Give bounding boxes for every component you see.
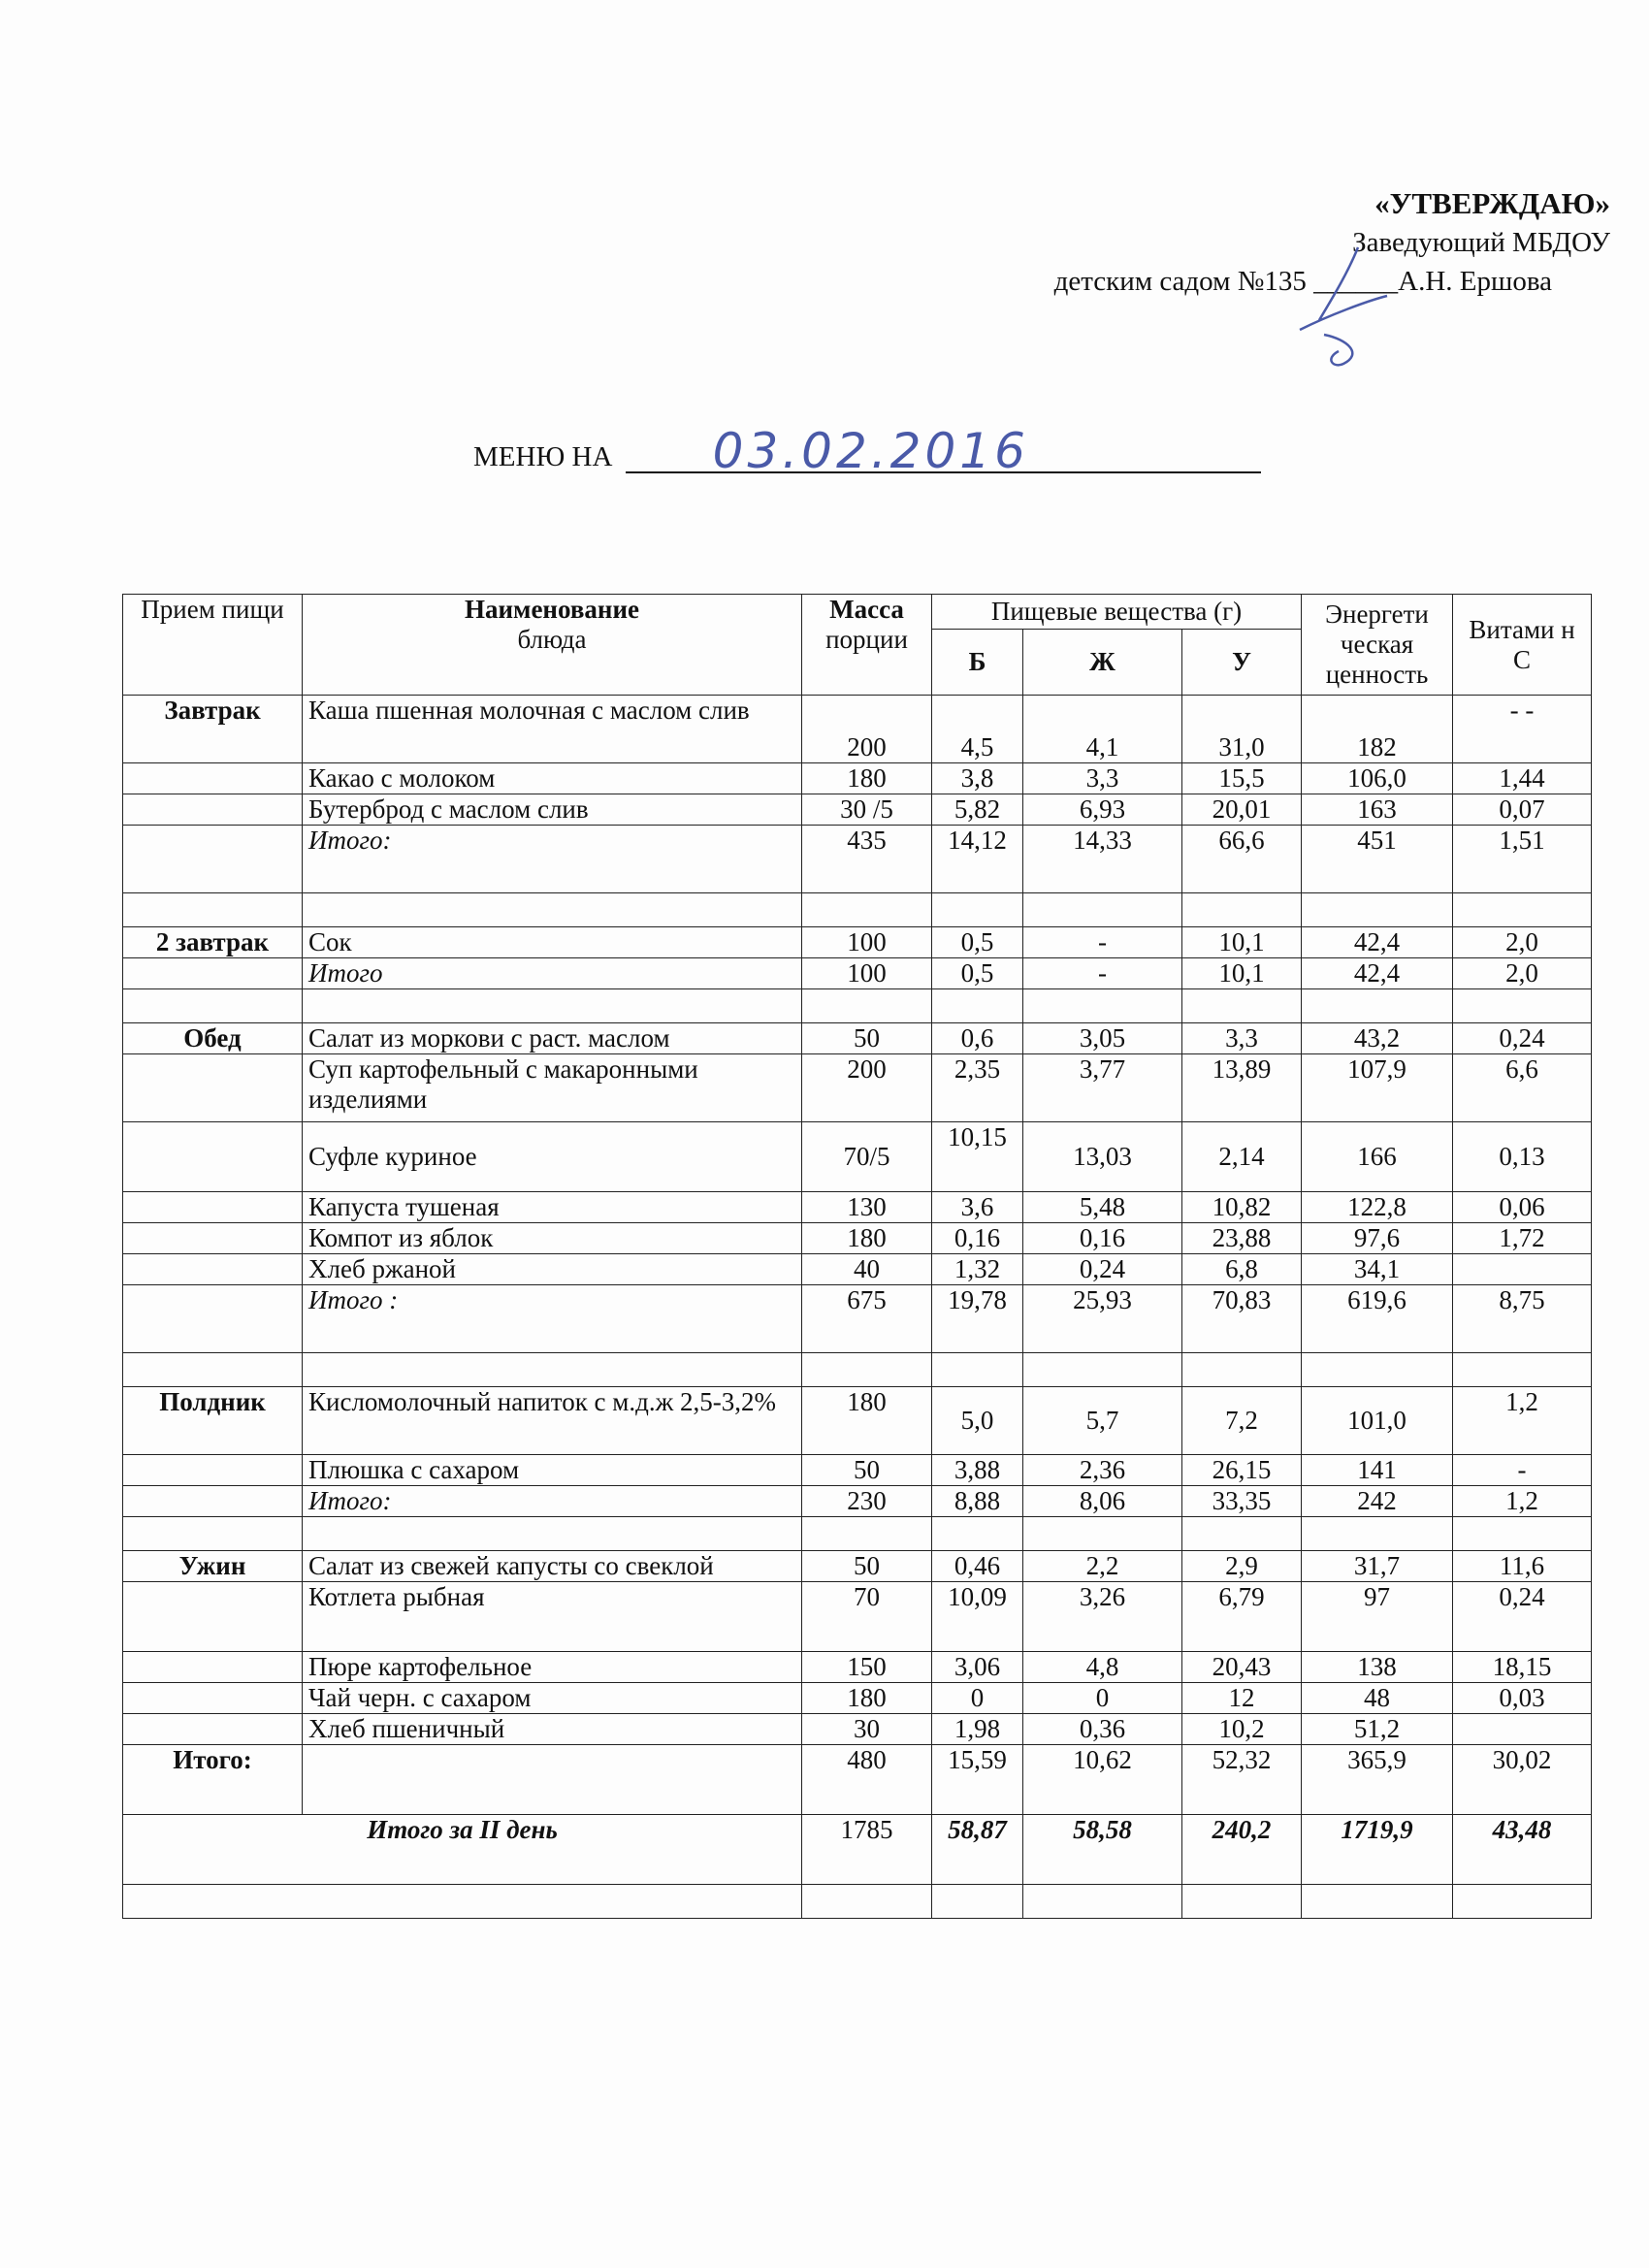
approval-title: «УТВЕРЖДАЮ»	[1374, 186, 1610, 220]
table-row-spacer	[123, 989, 1592, 1023]
table-row: Пюре картофельное 150 3,06 4,8 20,43 138 18,15	[123, 1652, 1592, 1683]
table-row-total: Итого: 230 8,88 8,06 33,35 242 1,2	[123, 1486, 1592, 1517]
table-row: Чай черн. с сахаром 180 0 0 12 48 0,03	[123, 1683, 1592, 1714]
menu-heading	[473, 423, 1261, 479]
header-fat: Ж	[1023, 630, 1182, 696]
table-row: Котлета рыбная 70 10,09 3,26 6,79 97 0,24	[123, 1582, 1592, 1652]
table-row: Полдник Кисломолочный напиток с м.д.ж 2,5-3,2% 180 5,0 5,7 7,2 101,0 1,2	[123, 1387, 1592, 1455]
header-energy: Энергети ческая ценность	[1302, 595, 1453, 696]
table-row-day-total: Итого за II день 1785 58,87 58,58 240,2 1719,9 43,48	[123, 1815, 1592, 1885]
menu-table	[122, 594, 1592, 1919]
header-vitamin: Витами н С	[1453, 595, 1592, 696]
table-row-total: Итого: 435 14,12 14,33 66,6 451 1,51	[123, 826, 1592, 893]
approval-signer: детским садом №135 ______А.Н. Ершова	[1053, 266, 1552, 297]
table-row: Компот из яблок 180 0,16 0,16 23,88 97,6 1,72	[123, 1223, 1592, 1254]
table-row: Капуста тушеная 130 3,6 5,48 10,82 122,8 0,06	[123, 1192, 1592, 1223]
signature-mark	[1290, 243, 1397, 378]
header-carbs: У	[1182, 630, 1302, 696]
table-row-spacer	[123, 1353, 1592, 1387]
table-row: Суп картофельный с макаронными изделиями 200 2,35 3,77 13,89 107,9 6,6	[123, 1054, 1592, 1122]
menu-date: 03.02.2016	[712, 423, 1029, 479]
table-row: Плюшка с сахаром 50 3,88 2,36 26,15 141 -	[123, 1455, 1592, 1486]
table-row-total: Итого 100 0,5 - 10,1 42,4 2,0	[123, 958, 1592, 989]
header-dish: Наименование блюда	[303, 595, 802, 696]
table-row: Обед Салат из моркови с раст. маслом 50 0,6 3,05 3,3 43,2 0,24	[123, 1023, 1592, 1054]
table-row: 2 завтрак Сок 100 0,5 - 10,1 42,4 2,0	[123, 927, 1592, 958]
table-row: Какао с молоком 180 3,8 3,3 15,5 106,0 1,44	[123, 763, 1592, 794]
table-row-spacer	[123, 893, 1592, 927]
menu-label: МЕНЮ НА	[473, 441, 613, 472]
table-row: Хлеб ржаной 40 1,32 0,24 6,8 34,1	[123, 1254, 1592, 1285]
table-row: Ужин Салат из свежей капусты со свеклой 50 0,46 2,2 2,9 31,7 11,6	[123, 1551, 1592, 1582]
table-row: Завтрак Каша пшенная молочная с маслом слив 200 4,5 4,1 31,0 182 - -	[123, 696, 1592, 763]
table-row: Хлеб пшеничный 30 1,98 0,36 10,2 51,2	[123, 1714, 1592, 1745]
header-protein: Б	[932, 630, 1023, 696]
table-row: Суфле куриное 70/5 10,15 13,03 2,14 166 0,13	[123, 1122, 1592, 1192]
header-mass: Масса порции	[802, 595, 932, 696]
header-nutrients: Пищевые вещества (г)	[932, 595, 1302, 630]
table-row-spacer	[123, 1517, 1592, 1551]
approval-position: Заведующий МБДОУ	[1352, 227, 1610, 258]
table-row-spacer	[123, 1885, 1592, 1919]
table-row-total: Итого: 480 15,59 10,62 52,32 365,9 30,02	[123, 1745, 1592, 1815]
menu-date-field	[626, 423, 1261, 479]
table-row-total: Итого : 675 19,78 25,93 70,83 619,6 8,75	[123, 1285, 1592, 1353]
table-row: Бутерброд с маслом слив 30 /5 5,82 6,93 20,01 163 0,07	[123, 794, 1592, 826]
header-meal: Прием пищи	[123, 595, 303, 696]
